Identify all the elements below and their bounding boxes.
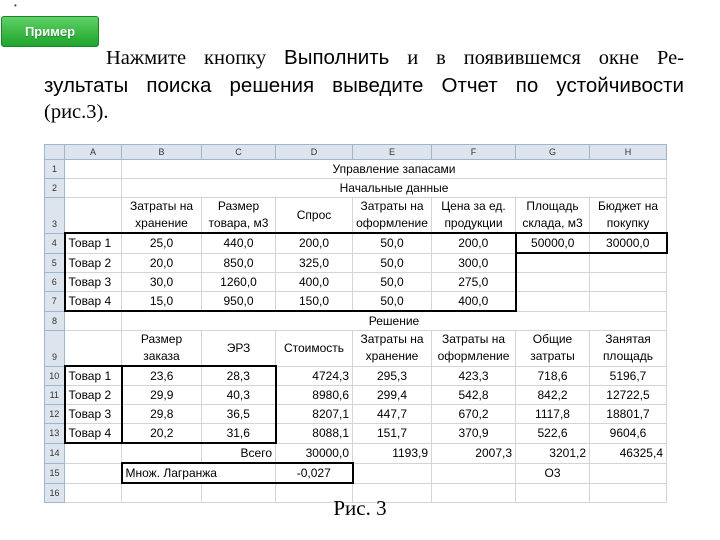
cell[interactable]: Затраты на оформление <box>353 198 432 234</box>
spreadsheet <box>44 144 678 498</box>
cell-title-inventory[interactable]: Управление запасами <box>122 160 667 179</box>
cell[interactable]: Затраты на оформление <box>432 331 516 367</box>
cell[interactable]: 29,8 <box>122 405 202 424</box>
cell[interactable]: 370,9 <box>432 424 516 444</box>
sheet-row <box>45 233 667 253</box>
column-header[interactable]: A <box>65 145 122 160</box>
instruction-paragraph <box>44 44 684 126</box>
row-header[interactable]: 13 <box>45 424 65 444</box>
row-header[interactable]: 16 <box>45 483 65 503</box>
cell[interactable]: Площадь склада, м3 <box>516 198 590 234</box>
cell[interactable]: 8980,6 <box>276 386 353 405</box>
cell[interactable]: 850,0 <box>202 253 276 273</box>
cell[interactable]: 18801,7 <box>590 405 667 424</box>
cell[interactable]: Товар 1 <box>65 233 122 253</box>
cell[interactable]: 5196,7 <box>590 366 667 386</box>
sheet-row <box>45 179 667 198</box>
cell[interactable] <box>65 179 122 198</box>
cell[interactable]: 8088,1 <box>276 424 353 444</box>
row-header[interactable]: 7 <box>45 292 65 312</box>
cell[interactable]: Товар 2 <box>65 253 122 273</box>
cell[interactable]: 40,3 <box>202 386 276 405</box>
cell[interactable]: Спрос <box>276 198 353 234</box>
cell[interactable]: Размер товара, м3 <box>202 198 276 234</box>
cell[interactable]: Стоимость <box>276 331 353 367</box>
sheet-row <box>45 292 667 312</box>
cell-title-solution[interactable]: Решение <box>122 311 667 331</box>
cell[interactable] <box>516 292 590 312</box>
column-header[interactable]: F <box>432 145 516 160</box>
sheet-row <box>45 198 667 234</box>
row-header[interactable]: 1 <box>45 160 65 179</box>
row-header[interactable]: 14 <box>45 443 65 463</box>
column-header[interactable]: E <box>353 145 432 160</box>
cell[interactable]: Затраты на хранение <box>353 331 432 367</box>
cell[interactable]: 50000,0 <box>516 233 590 253</box>
cell[interactable]: 25,0 <box>122 233 202 253</box>
cell[interactable]: 20,0 <box>122 253 202 273</box>
cell[interactable]: Товар 4 <box>65 292 122 312</box>
para-text-4: зультаты поиска решения выведите Отчет по устойчивости <box>44 74 684 97</box>
sheet-row <box>45 366 667 386</box>
cell[interactable] <box>65 463 122 483</box>
cell[interactable]: 542,8 <box>432 386 516 405</box>
sheet-row <box>45 405 667 424</box>
cell[interactable] <box>122 443 202 463</box>
sheet-row <box>45 253 667 273</box>
column-header[interactable]: C <box>202 145 276 160</box>
sheet-row <box>45 386 667 405</box>
cell[interactable]: 8207,1 <box>276 405 353 424</box>
row-header[interactable]: 6 <box>45 273 65 292</box>
cell[interactable]: 299,4 <box>353 386 432 405</box>
cell[interactable]: 295,3 <box>353 366 432 386</box>
cell-title-initial-data[interactable]: Начальные данные <box>122 179 667 198</box>
cell[interactable]: 9604,6 <box>590 424 667 444</box>
cell[interactable] <box>65 331 122 367</box>
para-text-3: Ре- <box>656 47 685 69</box>
cell[interactable]: 1117,8 <box>516 405 590 424</box>
cell[interactable]: 36,5 <box>202 405 276 424</box>
cell[interactable] <box>590 463 667 483</box>
cell[interactable]: 950,0 <box>202 292 276 312</box>
column-header[interactable]: D <box>276 145 353 160</box>
cell[interactable]: 400,0 <box>432 292 516 312</box>
row-header[interactable]: 10 <box>45 366 65 386</box>
cell[interactable]: ЭРЗ <box>202 331 276 367</box>
cell[interactable]: 12722,5 <box>590 386 667 405</box>
row-header[interactable]: 8 <box>45 311 65 331</box>
cell[interactable]: 50,0 <box>353 273 432 292</box>
cell[interactable] <box>432 463 516 483</box>
cell[interactable] <box>516 253 590 273</box>
sheet-row <box>45 463 667 483</box>
cell[interactable] <box>516 273 590 292</box>
cell[interactable]: Общие затраты <box>516 331 590 367</box>
select-all-corner[interactable] <box>45 145 65 160</box>
row-header[interactable]: 15 <box>45 463 65 483</box>
sheet-row <box>45 331 667 367</box>
cell[interactable]: 718,6 <box>516 366 590 386</box>
cell[interactable]: 400,0 <box>276 273 353 292</box>
cell[interactable]: Затраты на хранение <box>122 198 202 234</box>
cell[interactable]: 3201,2 <box>516 443 590 463</box>
cell[interactable]: 4724,3 <box>276 366 353 386</box>
cell[interactable]: Цена за ед. продукции <box>432 198 516 234</box>
cell[interactable]: 20,2 <box>122 424 202 444</box>
cell[interactable]: 151,7 <box>353 424 432 444</box>
cell[interactable]: 30000,0 <box>590 233 667 253</box>
cell[interactable] <box>65 198 122 234</box>
cell[interactable]: 50,0 <box>353 233 432 253</box>
row-header[interactable]: 2 <box>45 179 65 198</box>
cell[interactable]: 275,0 <box>432 273 516 292</box>
row-header[interactable]: 3 <box>45 198 65 234</box>
para-run-button: Выполнить <box>284 46 390 69</box>
para-text-2: и в появившемся окне <box>389 47 657 69</box>
cell[interactable] <box>590 253 667 273</box>
cell[interactable]: 200,0 <box>276 233 353 253</box>
cell[interactable] <box>353 463 432 483</box>
cell[interactable]: 31,6 <box>202 424 276 444</box>
cell[interactable]: Занятая площадь <box>590 331 667 367</box>
cell[interactable] <box>65 160 122 179</box>
cell[interactable]: Размер заказа <box>122 331 202 367</box>
column-header[interactable]: H <box>590 145 667 160</box>
sheet-row <box>45 311 667 331</box>
cell[interactable]: Товар 4 <box>65 424 122 444</box>
cell[interactable]: 1193,9 <box>353 443 432 463</box>
cell[interactable]: 670,2 <box>432 405 516 424</box>
cell[interactable] <box>590 292 667 312</box>
row-header[interactable]: 5 <box>45 253 65 273</box>
cell[interactable]: O3 <box>516 463 590 483</box>
figure-caption: Рис. 3 <box>333 496 387 520</box>
cell[interactable]: 200,0 <box>432 233 516 253</box>
cell-lagrange-label[interactable]: Множ. Лагранжа <box>122 463 276 483</box>
column-header[interactable]: G <box>516 145 590 160</box>
cell[interactable]: 522,6 <box>516 424 590 444</box>
para-text-1: Нажмите кнопку <box>106 47 285 69</box>
sheet-row <box>45 160 667 179</box>
cell[interactable] <box>65 443 122 463</box>
cell[interactable]: 842,2 <box>516 386 590 405</box>
para-text-5: (рис.3). <box>44 101 109 123</box>
cell-lagrange-value[interactable]: -0,027 <box>276 463 353 483</box>
cell[interactable]: Товар 1 <box>65 366 122 386</box>
sheet-row <box>45 273 667 292</box>
bullet-dot: • <box>14 1 17 10</box>
cell[interactable]: Товар 2 <box>65 386 122 405</box>
cell[interactable]: Товар 3 <box>65 405 122 424</box>
cell[interactable]: 447,7 <box>353 405 432 424</box>
cell[interactable]: 325,0 <box>276 253 353 273</box>
cell[interactable]: Бюджет на покупку <box>590 198 667 234</box>
sheet-row <box>45 443 667 463</box>
row-header[interactable]: 12 <box>45 405 65 424</box>
cell[interactable]: 15,0 <box>122 292 202 312</box>
cell[interactable]: 30,0 <box>122 273 202 292</box>
cell[interactable]: 2007,3 <box>432 443 516 463</box>
cell[interactable]: 30000,0 <box>276 443 353 463</box>
cell[interactable]: 440,0 <box>202 233 276 253</box>
cell[interactable]: 300,0 <box>432 253 516 273</box>
cell[interactable] <box>590 273 667 292</box>
column-header[interactable]: B <box>122 145 202 160</box>
cell[interactable]: 28,3 <box>202 366 276 386</box>
example-badge: Пример <box>1 16 99 47</box>
cell[interactable]: 46325,4 <box>590 443 667 463</box>
cell[interactable]: 150,0 <box>276 292 353 312</box>
cell[interactable] <box>65 311 122 331</box>
row-header[interactable]: 9 <box>45 331 65 367</box>
column-header-row <box>45 145 667 160</box>
row-header[interactable]: 4 <box>45 233 65 253</box>
cell-total-label[interactable]: Всего <box>202 443 276 463</box>
cell[interactable]: 1260,0 <box>202 273 276 292</box>
sheet-grid <box>44 144 668 503</box>
cell[interactable]: 50,0 <box>353 292 432 312</box>
cell[interactable]: 23,6 <box>122 366 202 386</box>
cell[interactable]: 29,9 <box>122 386 202 405</box>
row-header[interactable]: 11 <box>45 386 65 405</box>
cell[interactable]: Товар 3 <box>65 273 122 292</box>
cell[interactable]: 423,3 <box>432 366 516 386</box>
sheet-row <box>45 424 667 444</box>
cell[interactable]: 50,0 <box>353 253 432 273</box>
